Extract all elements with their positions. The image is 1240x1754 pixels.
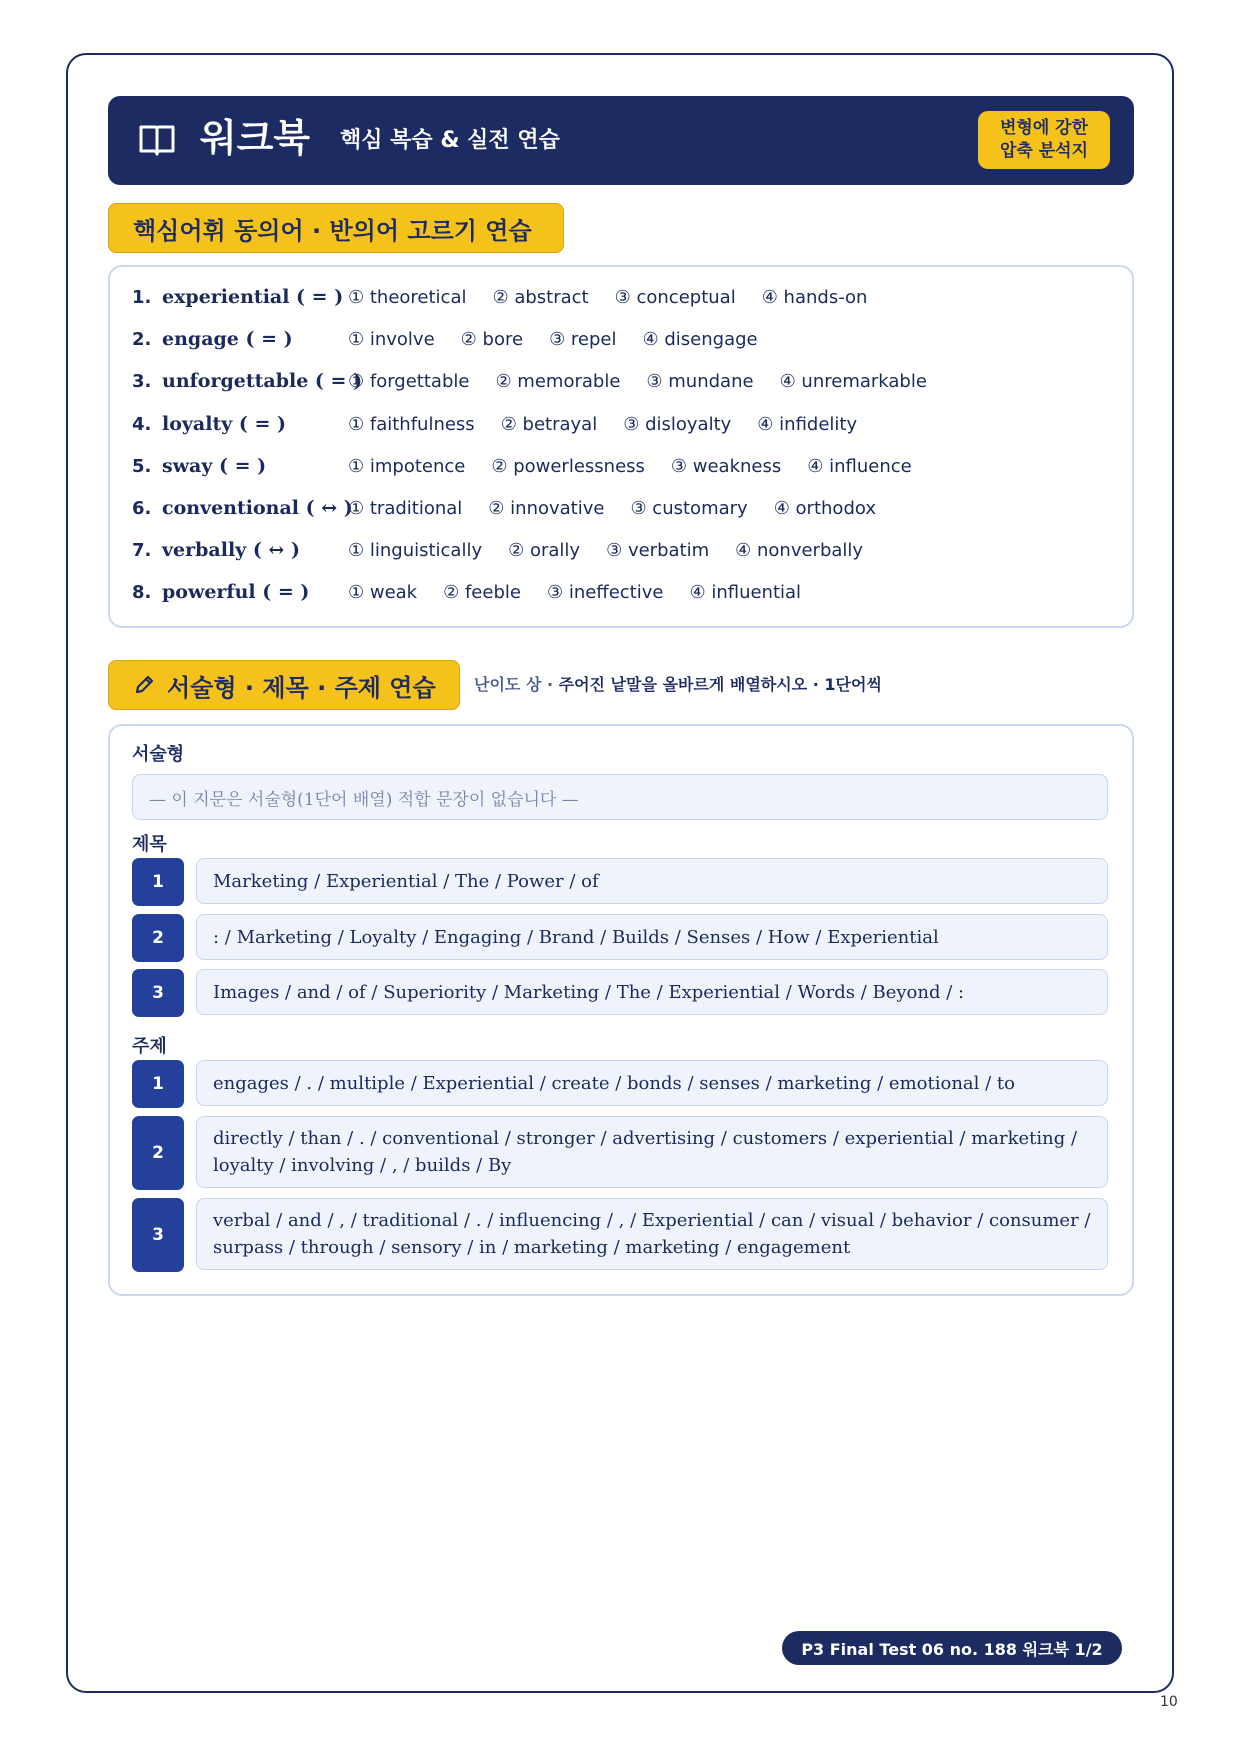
vocab-option: ① theoretical — [348, 286, 467, 308]
header-badge — [978, 111, 1110, 169]
title-number-badge: 3 — [132, 969, 184, 1017]
vocab-option: ③ weakness — [670, 455, 782, 477]
difficulty-label: 난이도 상 · — [474, 675, 559, 694]
vocab-item — [132, 535, 889, 565]
writing-instructions — [474, 672, 882, 698]
essay-label: 서술형 — [132, 744, 185, 765]
theme-answer-box: verbal / and / , / traditional / . / influencing / , / Experiential / can / visual / behavior / consumer / surpass / through / sensory / in / marketing / marketing / engagement — [196, 1198, 1108, 1270]
vocab-word: sway ( = ) — [162, 455, 267, 477]
instruction-text: 주어진 낱말을 올바르게 배열하시오 · 1단어씩 — [558, 675, 882, 694]
vocab-section-title: 핵심어휘 동의어 · 반의어 고르기 연습 — [108, 203, 564, 253]
vocab-option: ③ mundane — [646, 370, 754, 392]
vocab-option: ④ influential — [689, 581, 802, 603]
title-number-badge: 1 — [132, 858, 184, 906]
vocab-option: ① involve — [348, 328, 435, 350]
vocab-number: 7. — [132, 539, 152, 561]
theme-answer-box: directly / than / . / conventional / stronger / advertising / customers / experiential / marketing / loyalty / involving / , / builds / By — [196, 1116, 1108, 1188]
vocab-option: ② betrayal — [500, 413, 598, 435]
vocab-option: ① linguistically — [348, 539, 483, 561]
vocab-option: ④ orthodox — [773, 497, 876, 519]
vocab-number: 1. — [132, 286, 152, 308]
vocab-option: ① impotence — [348, 455, 466, 477]
vocab-word: experiential ( = ) — [162, 286, 344, 308]
vocab-word: powerful ( = ) — [162, 581, 310, 603]
vocab-item — [132, 324, 784, 354]
vocab-option: ② memorable — [495, 370, 621, 392]
vocab-option: ③ verbatim — [606, 539, 710, 561]
vocab-option: ③ disloyalty — [623, 413, 732, 435]
essay-empty-notice: — 이 지문은 서술형(1단어 배열) 적합 문장이 없습니다 — — [132, 774, 1108, 820]
theme-answer-box: engages / . / multiple / Experiential / create / bonds / senses / marketing / emotional / to — [196, 1060, 1108, 1106]
vocab-option: ④ infidelity — [757, 413, 858, 435]
badge-line-1: 변형에 강한 — [999, 118, 1089, 138]
vocab-item — [132, 451, 938, 481]
vocab-option: ① faithfulness — [348, 413, 475, 435]
badge-line-2: 압축 분석지 — [999, 141, 1089, 161]
vocab-number: 3. — [132, 370, 152, 392]
title-answer-box: : / Marketing / Loyalty / Engaging / Brand / Builds / Senses / How / Experiential — [196, 914, 1108, 960]
writing-section-label: 서술형 · 제목 · 주제 연습 — [167, 673, 436, 702]
vocab-item — [132, 493, 902, 523]
page-subtitle: 핵심 복습 & 실전 연습 — [340, 128, 560, 153]
vocab-word: loyalty ( = ) — [162, 413, 287, 435]
page-title: 워크북 — [200, 116, 311, 160]
vocab-option: ④ influence — [807, 455, 912, 477]
vocab-option: ② powerlessness — [491, 455, 645, 477]
writing-section-title — [108, 660, 460, 710]
vocab-number: 8. — [132, 581, 152, 603]
vocab-word: conventional ( ↔ ) — [162, 497, 353, 519]
vocab-option: ① weak — [348, 581, 418, 603]
vocab-option: ③ conceptual — [614, 286, 736, 308]
vocab-option: ④ disengage — [642, 328, 758, 350]
vocab-option: ④ nonverbally — [735, 539, 864, 561]
pencil-icon — [133, 674, 155, 696]
vocab-word: unforgettable ( = ) — [162, 370, 363, 392]
vocab-option: ① traditional — [348, 497, 463, 519]
vocab-word: engage ( = ) — [162, 328, 293, 350]
vocab-option: ② bore — [460, 328, 524, 350]
vocab-option: ③ repel — [549, 328, 617, 350]
book-icon — [138, 121, 176, 159]
vocab-item — [132, 282, 893, 312]
vocab-option: ④ unremarkable — [779, 370, 927, 392]
footer-label: P3 Final Test 06 no. 188 워크북 1/2 — [782, 1631, 1122, 1665]
vocab-option: ② abstract — [492, 286, 589, 308]
theme-number-badge: 3 — [132, 1198, 184, 1272]
theme-label: 주제 — [132, 1036, 167, 1057]
theme-number-badge: 2 — [132, 1116, 184, 1190]
vocab-item — [132, 366, 953, 396]
vocab-number: 6. — [132, 497, 152, 519]
vocab-number: 4. — [132, 413, 152, 435]
title-label: 제목 — [132, 834, 167, 855]
title-number-badge: 2 — [132, 914, 184, 962]
vocab-item — [132, 409, 883, 439]
vocab-option: ② orally — [508, 539, 581, 561]
vocab-option: ④ hands-on — [761, 286, 868, 308]
title-answer-box: Marketing / Experiential / The / Power / of — [196, 858, 1108, 904]
title-answer-box: Images / and / of / Superiority / Marketing / The / Experiential / Words / Beyond / : — [196, 969, 1108, 1015]
vocab-option: ② feeble — [443, 581, 521, 603]
vocab-number: 5. — [132, 455, 152, 477]
workbook-header — [108, 96, 1134, 185]
vocab-word: verbally ( ↔ ) — [162, 539, 300, 561]
vocab-item — [132, 577, 827, 607]
vocab-option: ③ customary — [630, 497, 748, 519]
vocab-number: 2. — [132, 328, 152, 350]
vocab-option: ③ ineffective — [546, 581, 664, 603]
page-number: 10 — [1160, 1694, 1178, 1710]
theme-number-badge: 1 — [132, 1060, 184, 1108]
writing-panel — [108, 724, 1134, 1296]
vocab-panel — [108, 265, 1134, 628]
vocab-option: ① forgettable — [348, 370, 470, 392]
vocab-option: ② innovative — [488, 497, 605, 519]
